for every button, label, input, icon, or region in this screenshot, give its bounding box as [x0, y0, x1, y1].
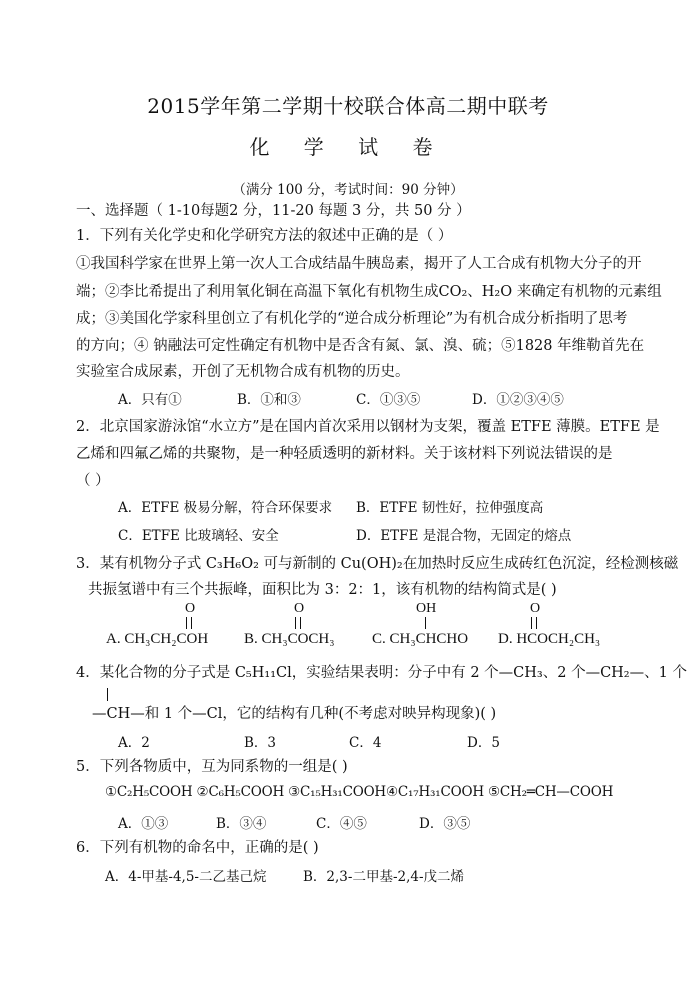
- q4-option-a[interactable]: A．2: [118, 735, 150, 751]
- option-letter: D.: [498, 631, 513, 647]
- exam-title: 2015学年第二学期十校联合体高二期中联考: [147, 94, 549, 118]
- q5-option-b[interactable]: B．③④: [216, 816, 267, 832]
- oxygen-label: O: [185, 601, 196, 616]
- option-letter: A.: [106, 631, 121, 647]
- q4-line: —CH—和 1 个—Cl，它的结构有几种(不考虑对映异构现象)( ): [92, 706, 497, 722]
- double-bond: [531, 617, 537, 629]
- q4-line: 4．某化合物的分子式是 C₅H₁₁Cl，实验结果表明：分子中有 2 个—CH₃、2 个—CH₂—、1 个: [76, 665, 687, 681]
- q4-option-c[interactable]: C．4: [349, 735, 382, 751]
- q5-option-a[interactable]: A．①③: [118, 816, 169, 832]
- option-letter: C.: [372, 631, 386, 647]
- oxygen-label: O: [294, 601, 305, 616]
- q2-option-b[interactable]: B．ETFE 韧性好，拉伸强度高: [356, 500, 544, 516]
- q3-line: 共振氢谱中有三个共振峰，面积比为 3：2：1，该有机物的结构简式是( ): [88, 582, 557, 598]
- q1-stem: 1．下列有关化学史和化学研究方法的叙述中正确的是（ ）: [76, 228, 453, 244]
- subject-title: 化 学 试 卷: [249, 135, 447, 159]
- q6-stem: 6．下列有机物的命名中，正确的是( ): [76, 840, 319, 856]
- q1-line: ①我国科学家在世界上第一次人工合成结晶牛胰岛素，揭开了人工合成有机物大分子的开: [76, 256, 642, 272]
- q2-line: （ ）: [76, 473, 110, 489]
- option-letter: B.: [244, 631, 258, 647]
- hydroxyl-label: OH: [416, 601, 437, 616]
- q5-items: ①C₂H₅COOH ②C₆H₅COOH ③C₁₅H₃₁COOH④C₁₇H₃₁COOH ⑤CH₂═CH—COOH: [105, 784, 614, 800]
- q3-line: 3．某有机物分子式 C₃H₆O₂ 可与新制的 Cu(OH)₂在加热时反应生成砖红色沉淀，经检测核磁: [76, 556, 679, 572]
- q1-line: 端；②李比希提出了利用氧化铜在高温下氧化有机物生成CO₂、H₂O 来确定有机物的元素组: [76, 284, 662, 300]
- q2-option-d[interactable]: D．ETFE 是混合物，无固定的熔点: [356, 528, 572, 544]
- ch-branch-bond: [107, 688, 108, 701]
- q1-option-a[interactable]: A．只有①: [118, 392, 182, 408]
- structural-formula: HCOCH₂CH₃: [516, 631, 601, 647]
- single-bond: [425, 617, 426, 629]
- double-bond: [186, 617, 192, 629]
- q2-line: 2．北京国家游泳馆“水立方”是在国内首次采用以钢材为支架，覆盖 ETFE 薄膜。ETFE 是: [76, 419, 660, 435]
- q1-option-d[interactable]: D．①②③④⑤: [472, 392, 564, 408]
- q2-option-a[interactable]: A．ETFE 极易分解，符合环保要求: [118, 500, 333, 516]
- q1-line: 实验室合成尿素，开创了无机物合成有机物的历史。: [76, 364, 410, 380]
- q1-line: 的方向；④ 钠融法可定性确定有机物中是否含有氮、氯、溴、硫；⑤1828 年维勒首先在: [76, 338, 645, 354]
- q4-option-d[interactable]: D．5: [467, 735, 500, 751]
- q2-line: 乙烯和四氟乙烯的共聚物，是一种轻质透明的新材料。关于该材料下列说法错误的是: [76, 446, 613, 462]
- q6-option-b[interactable]: B．2,3-二甲基-2,4-戊二烯: [303, 869, 465, 885]
- q5-option-c[interactable]: C．④⑤: [316, 816, 367, 832]
- double-bond: [295, 617, 301, 629]
- section-heading: 一、选择题（ 1-10每题2 分，11-20 每题 3 分，共 50 分 ）: [76, 203, 471, 219]
- q1-line: 成；③美国化学家科里创立了有机化学的“逆合成分析理论”为有机合成分析指明了思考: [76, 311, 628, 327]
- q6-option-a[interactable]: A．4-甲基-4,5-二乙基己烷: [105, 869, 267, 885]
- q4-option-b[interactable]: B．3: [244, 735, 277, 751]
- q2-option-c[interactable]: C．ETFE 比玻璃轻、安全: [118, 528, 279, 544]
- q1-option-b[interactable]: B．①和③: [237, 392, 301, 408]
- structural-formula: CH₃COCH₃: [261, 631, 335, 647]
- exam-info: （满分 100 分，考试时间：90 分钟）: [232, 182, 464, 198]
- q1-option-c[interactable]: C．①③⑤: [356, 392, 421, 408]
- structural-formula: CH₃CHCHO: [389, 631, 469, 647]
- structural-formula: CH₃CH₂COH: [124, 631, 209, 647]
- oxygen-label: O: [530, 601, 541, 616]
- q5-stem: 5．下列各物质中，互为同系物的一组是( ): [76, 759, 348, 775]
- q5-option-d[interactable]: D．③⑤: [419, 816, 471, 832]
